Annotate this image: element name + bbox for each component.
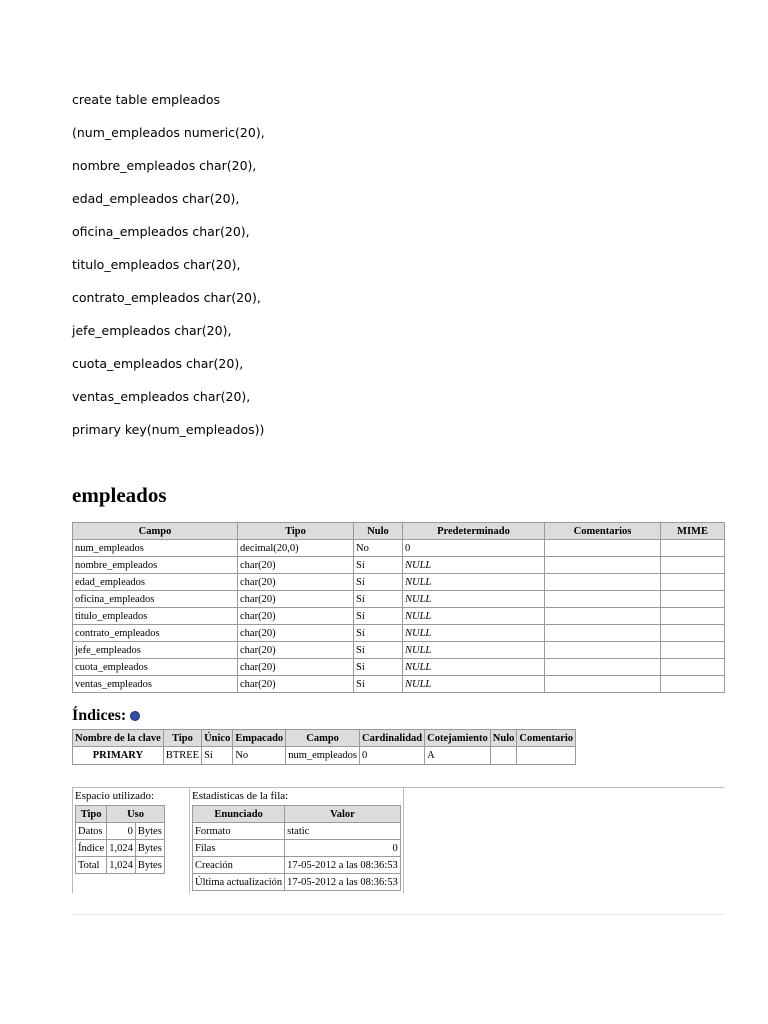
statistics-section: [72, 787, 724, 893]
space-usage-panel: [72, 788, 175, 893]
table-cell: Última actualización: [193, 874, 285, 891]
table-cell: char(20): [238, 591, 354, 608]
table-cell: [661, 642, 725, 659]
row-stats-header-row: [193, 806, 401, 823]
table-cell: NULL: [403, 625, 545, 642]
field-row: [73, 591, 725, 608]
index-row: [73, 747, 576, 765]
row-statistics-panel: [189, 788, 404, 893]
sql-line: oficina_empleados char(20),: [72, 224, 250, 239]
table-cell: [661, 557, 725, 574]
index-name-cell: PRIMARY: [73, 747, 164, 765]
table-cell: NULL: [403, 642, 545, 659]
table-cell: No: [233, 747, 286, 765]
column-header: Comentarios: [545, 523, 661, 540]
table-cell: NULL: [403, 557, 545, 574]
table-cell: ventas_empleados: [73, 676, 238, 693]
column-header: Nombre de la clave: [73, 730, 164, 747]
field-row: [73, 557, 725, 574]
column-header: Cardinalidad: [360, 730, 425, 747]
table-cell: 1,024: [107, 857, 136, 874]
table-cell: 0: [107, 823, 136, 840]
table-cell: Sí: [354, 574, 403, 591]
column-header: Tipo: [163, 730, 201, 747]
column-header: Tipo: [238, 523, 354, 540]
sql-line: contrato_empleados char(20),: [72, 290, 261, 305]
table-cell: [545, 557, 661, 574]
table-cell: NULL: [403, 608, 545, 625]
table-cell: char(20): [238, 574, 354, 591]
indexes-table: [72, 729, 576, 765]
table-cell: [517, 747, 576, 765]
table-cell: 1,024: [107, 840, 136, 857]
column-header: Nulo: [490, 730, 517, 747]
table-cell: [661, 591, 725, 608]
sql-line: edad_empleados char(20),: [72, 191, 240, 206]
table-cell: [545, 591, 661, 608]
column-header: Tipo: [76, 806, 107, 823]
table-cell: Bytes: [135, 857, 164, 874]
table-cell: oficina_empleados: [73, 591, 238, 608]
table-cell: [545, 608, 661, 625]
row-stats-row: [193, 857, 401, 874]
table-cell: char(20): [238, 676, 354, 693]
fields-table: [72, 522, 725, 693]
row-stats-row: [193, 874, 401, 891]
table-cell: Bytes: [135, 823, 164, 840]
table-cell: [661, 659, 725, 676]
indexes-header-row: [73, 730, 576, 747]
space-row: [76, 823, 165, 840]
column-header: Uso: [107, 806, 165, 823]
table-cell: Índice: [76, 840, 107, 857]
table-cell: cuota_empleados: [73, 659, 238, 676]
field-row: [73, 659, 725, 676]
sql-line: nombre_empleados char(20),: [72, 158, 257, 173]
table-cell: [545, 625, 661, 642]
column-header: Predeterminado: [403, 523, 545, 540]
table-cell: Sí: [354, 642, 403, 659]
table-cell: 0: [360, 747, 425, 765]
table-cell: Datos: [76, 823, 107, 840]
table-cell: [545, 574, 661, 591]
table-cell: 17-05-2012 a las 08:36:53: [285, 857, 401, 874]
field-row: [73, 625, 725, 642]
field-row: [73, 574, 725, 591]
field-row: [73, 608, 725, 625]
table-cell: No: [354, 540, 403, 557]
column-header: Campo: [73, 523, 238, 540]
row-stats-row: [193, 840, 401, 857]
space-usage-caption: Espacio utilizado:: [75, 790, 155, 802]
table-cell: [661, 625, 725, 642]
table-cell: nombre_empleados: [73, 557, 238, 574]
table-cell: num_empleados: [73, 540, 238, 557]
table-structure-screenshot: [72, 478, 724, 893]
table-cell: char(20): [238, 642, 354, 659]
table-cell: Filas: [193, 840, 285, 857]
table-cell: BTREE: [163, 747, 201, 765]
table-cell: A: [425, 747, 491, 765]
table-cell: char(20): [238, 608, 354, 625]
sql-line: jefe_empleados char(20),: [72, 323, 232, 338]
sql-line: ventas_empleados char(20),: [72, 389, 251, 404]
fields-header-row: [73, 523, 725, 540]
table-cell: [545, 540, 661, 557]
table-cell: decimal(20,0): [238, 540, 354, 557]
column-header: Empacado: [233, 730, 286, 747]
space-row: [76, 840, 165, 857]
screenshot-bottom-edge: [72, 914, 724, 915]
table-cell: Creación: [193, 857, 285, 874]
column-header: MIME: [661, 523, 725, 540]
table-cell: [661, 540, 725, 557]
table-cell: [490, 747, 517, 765]
table-cell: NULL: [403, 591, 545, 608]
column-header: Cotejamiento: [425, 730, 491, 747]
table-cell: char(20): [238, 659, 354, 676]
table-cell: Sí: [202, 747, 233, 765]
table-cell: Sí: [354, 557, 403, 574]
table-cell: Sí: [354, 591, 403, 608]
space-row: [76, 857, 165, 874]
table-cell: Sí: [354, 608, 403, 625]
table-cell: Sí: [354, 625, 403, 642]
column-header: Único: [202, 730, 233, 747]
row-stats-row: [193, 823, 401, 840]
sql-line: titulo_empleados char(20),: [72, 257, 241, 272]
table-cell: [661, 676, 725, 693]
field-row: [73, 676, 725, 693]
column-header: Campo: [286, 730, 360, 747]
column-header: Enunciado: [193, 806, 285, 823]
space-usage-table: [75, 805, 165, 874]
table-cell: char(20): [238, 625, 354, 642]
table-cell: contrato_empleados: [73, 625, 238, 642]
table-cell: [545, 659, 661, 676]
table-cell: num_empleados: [286, 747, 360, 765]
sql-line: create table empleados: [72, 92, 221, 107]
column-header: Nulo: [354, 523, 403, 540]
help-circle-icon[interactable]: [130, 711, 140, 721]
table-cell: Bytes: [135, 840, 164, 857]
table-cell: char(20): [238, 557, 354, 574]
table-cell: 0: [403, 540, 545, 557]
indexes-heading: [72, 699, 724, 729]
field-row: [73, 642, 725, 659]
table-cell: NULL: [403, 574, 545, 591]
table-cell: titulo_empleados: [73, 608, 238, 625]
table-cell: NULL: [403, 659, 545, 676]
table-cell: [661, 574, 725, 591]
table-cell: 17-05-2012 a las 08:36:53: [285, 874, 401, 891]
table-cell: static: [285, 823, 401, 840]
table-cell: [661, 608, 725, 625]
table-cell: Sí: [354, 659, 403, 676]
table-cell: Total: [76, 857, 107, 874]
table-cell: jefe_empleados: [73, 642, 238, 659]
table-cell: NULL: [403, 676, 545, 693]
table-cell: Sí: [354, 676, 403, 693]
table-cell: Formato: [193, 823, 285, 840]
table-cell: [545, 676, 661, 693]
sql-line: (num_empleados numeric(20),: [72, 125, 265, 140]
table-title: empleados: [72, 483, 167, 507]
table-cell: edad_empleados: [73, 574, 238, 591]
space-header-row: [76, 806, 165, 823]
table-cell: 0: [285, 840, 401, 857]
sql-line: primary key(num_empleados)): [72, 422, 265, 437]
row-statistics-table: [192, 805, 401, 891]
field-row: [73, 540, 725, 557]
sql-line: cuota_empleados char(20),: [72, 356, 244, 371]
column-header: Comentario: [517, 730, 576, 747]
row-statistics-caption: Estadísticas de la fila:: [192, 790, 289, 802]
indexes-title: Índices:: [72, 707, 127, 724]
sql-create-statement: [72, 88, 265, 451]
table-cell: [545, 642, 661, 659]
column-header: Valor: [285, 806, 401, 823]
